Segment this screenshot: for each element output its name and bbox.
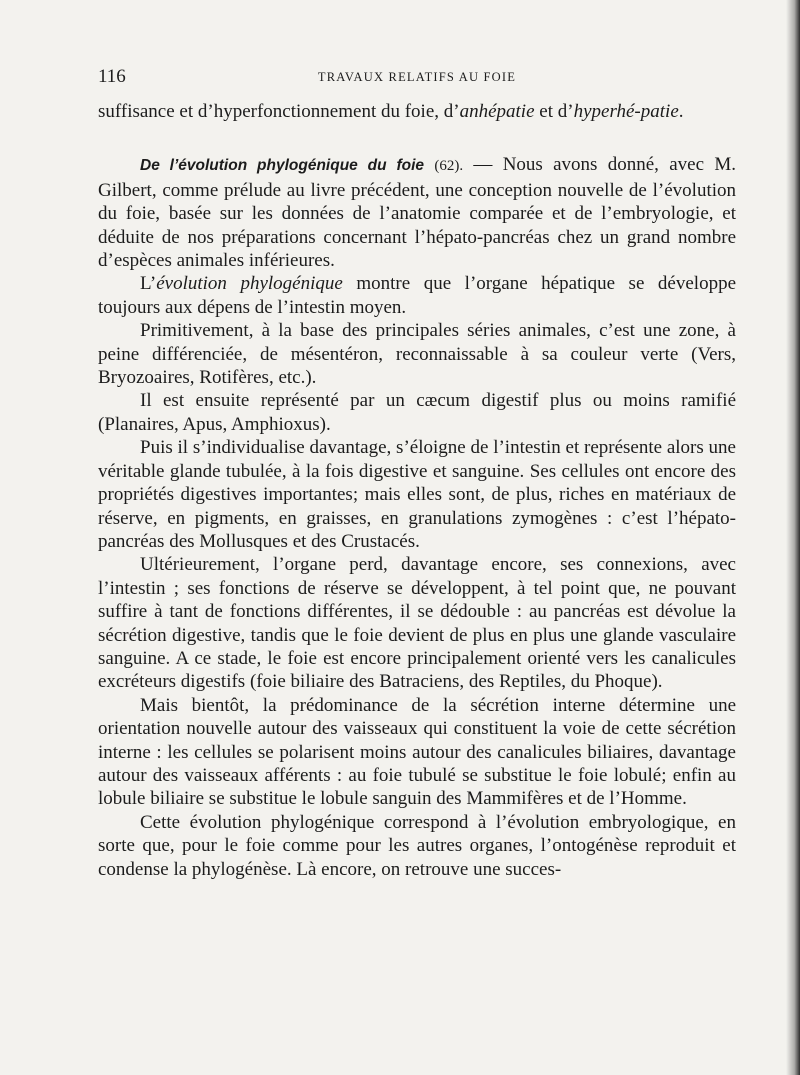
paragraph-caecum: Il est ensuite représenté par un cæcum digestif plus ou moins ramifié (Planaires, Apus, Amphioxus). xyxy=(98,390,736,435)
paragraph-section-intro: De l’évolution phylogénique du foie (62). — Nous avons donné, avec M. Gilbert, comme prélude au livre précédent, une conception nouvelle de l’évolution du foie, basée sur les données de l’anatomie comparée et de l’embryologie, et déduite de nos préparations concernant l’hépato-pancréas chez un grand nombre d’espèces animales inférieures. xyxy=(98,154,736,272)
paragraph-ontogenesis: Cette évolution phylogénique correspond à l’évolution embryologique, en sorte que, pour le foie comme pour les autres organes, l’ontogénèse reproduit et condense la phylogénèse. Là encore, on retrouve une succes- xyxy=(98,811,736,880)
paragraph-continuation: suffisance et d’hyperfonctionnement du foie, d’anhépatie et d’hyperhé-patie. xyxy=(98,101,684,122)
paragraph-evolution: L’évolution phylogénique montre que l’organe hépatique se développe toujours aux dépens de l’intestin moyen. xyxy=(98,273,736,318)
reference-number: (62). xyxy=(434,158,464,175)
running-title: TRAVAUX RELATIFS AU FOIE xyxy=(317,70,517,84)
section-heading: De l’évolution phylogénique du foie xyxy=(140,157,425,175)
paragraph-primitive: Primitivement, à la base des principales séries animales, c’est une zone, à peine différenciée, de mésentéron, reconnaissable à sa couleur verte (Vers, Bryozoaires, Rotifères, etc.). xyxy=(98,320,736,389)
body-text xyxy=(98,100,736,881)
paragraph-ulterior: Ultérieurement, l’organe perd, davantage encore, ses connexions, avec l’intestin ; ses fonctions de réserve se développent, à tel point que, ne pouvant suffire à tant de fonctions différentes, il se dédouble : au pancréas est dévolue la sécrétion digestive, tandis que le foie devient de plus en plus une glande vasculaire sanguine. A ce stade, le foie est encore principalement orienté vers les canalicules excréteurs digestifs (foie biliaire des Batraciens, des Reptiles, du Phoque). xyxy=(98,554,736,693)
section-gap xyxy=(98,123,736,153)
page-edge-shadow xyxy=(786,0,800,1075)
page-header xyxy=(98,66,736,88)
paragraph-internal-secretion: Mais bientôt, la prédominance de la sécrétion interne détermine une orientation nouvelle autour des vaisseaux qui constituent la voie de cette sécrétion interne : les cellules se polarisent moins autour des canalicules biliaires, davantage autour des vaisseaux afférents : au foie tubulé se substitue le foie lobulé; enfin au lobule biliaire se substitue le lobule sanguin des Mammifères et de l’Homme. xyxy=(98,694,736,810)
paragraph-gland: Puis il s’individualise davantage, s’éloigne de l’intestin et représente alors une véritable glande tubulée, à la fois digestive et sanguine. Ses cellules ont encore des propriétés digestives importantes; mais elles sont, de plus, riches en matériaux de réserve, en pigments, en graisses, en granulations zymogènes : c’est l’hépato-pancréas des Mollusques et des Crustacés. xyxy=(98,437,736,552)
page-number: 116 xyxy=(98,66,126,87)
